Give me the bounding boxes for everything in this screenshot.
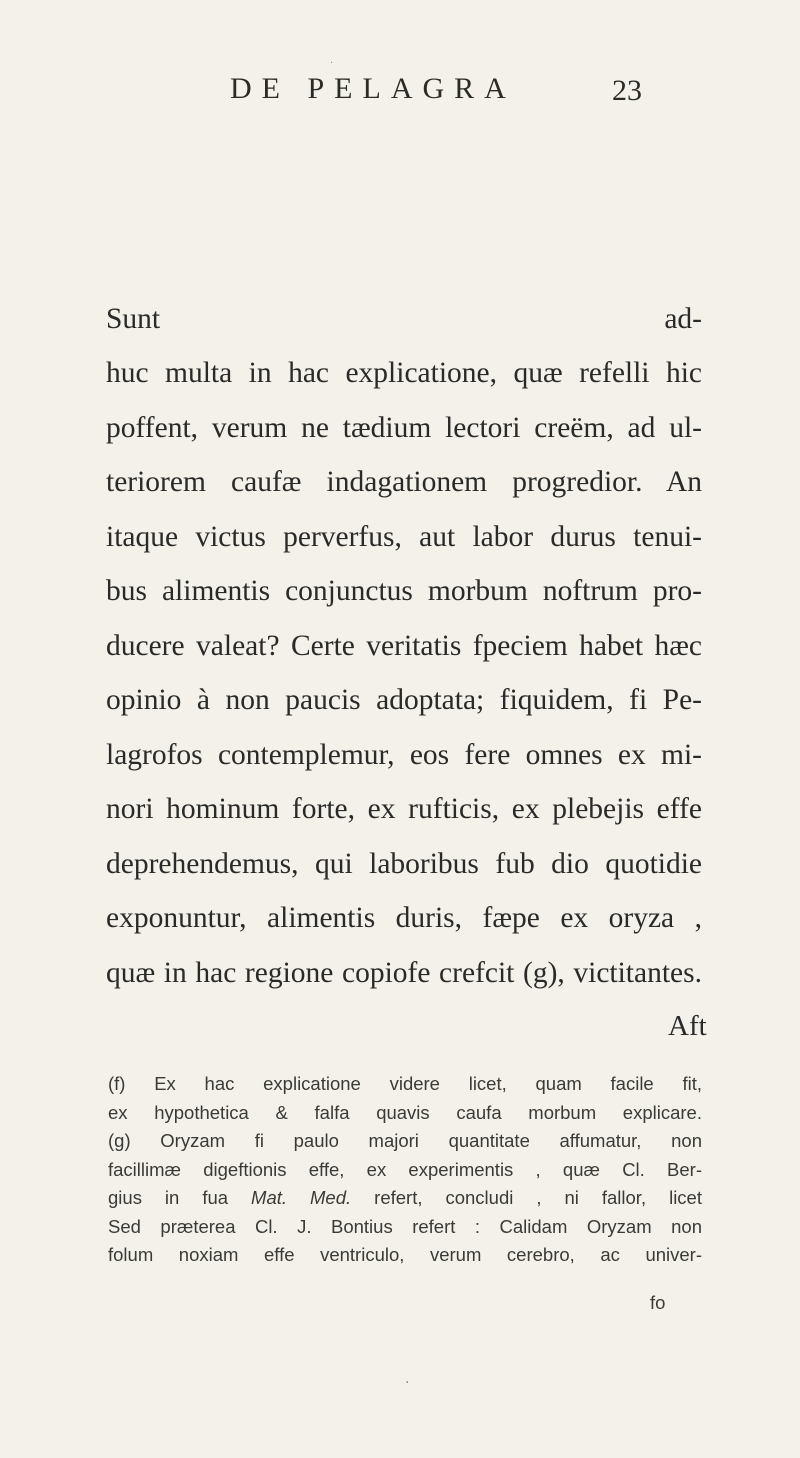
footnote-line: folum noxiam effe ventriculo, verum cerebro, ac univer-	[108, 1244, 702, 1265]
footnote-line: Sed præterea Cl. J. Bontius refert : Calidam Oryzam non	[108, 1215, 702, 1237]
text-line: quæ in hac regione copiofe crefcit (g), victitantes.	[106, 956, 702, 989]
page-header	[0, 72, 800, 112]
catchword: Aft	[668, 1010, 707, 1042]
text-line: ducere valeat? Certe veritatis fpeciem habet hæc	[106, 629, 702, 662]
paper-speck: ·	[405, 1375, 410, 1391]
text-line	[106, 128, 702, 183]
footnote-line: gius in fua Mat. Med. refert, concludi , ni fallor, licet	[108, 1187, 702, 1208]
footnote-line: ex hypothetica & falfa quavis caufa morbum explicare.	[108, 1101, 702, 1123]
text-line: itaque victus perverfus, aut labor durus tenui-	[106, 520, 702, 553]
text-line: exponuntur, alimentis duris, fæpe ex oryza ,	[106, 902, 702, 934]
text-line	[106, 183, 702, 238]
text-line: bus alimentis conjunctus morbum noftrum pro-	[106, 575, 702, 607]
paper-speck: ·	[330, 58, 334, 69]
footnote-line: facillimæ digeftionis effe, ex experimentis , quæ Cl. Ber-	[108, 1158, 702, 1180]
text-line: deprehendemus, qui laboribus fub dio quotidie	[106, 847, 702, 880]
running-title: DE PELAGRA	[230, 72, 516, 105]
footnotes	[108, 1070, 702, 1270]
footnote-line: (f) Ex hac explicatione videre licet, quam facile fit,	[108, 1073, 702, 1094]
text-line: poffent, verum ne tædium lectori creëm, ad ul-	[106, 411, 702, 444]
text-line: opinio à non paucis adoptata; fiquidem, fi Pe-	[106, 684, 702, 716]
text-line: teriorem caufæ indagationem progredior. An	[106, 466, 702, 498]
footnote-catchword: fo	[650, 1292, 666, 1313]
body-text	[106, 128, 702, 1000]
text-line: Sunt ad-	[106, 302, 702, 335]
text-line: huc multa in hac explicatione, quæ refelli hic	[106, 357, 702, 389]
text-line: lagrofos contemplemur, eos fere omnes ex mi-	[106, 738, 702, 771]
text-line: nori hominum forte, ex rufticis, ex plebejis effe	[106, 793, 702, 825]
page-number: 23	[612, 74, 642, 107]
footnote-line: (g) Oryzam fi paulo majori quantitate affumatur, non	[108, 1130, 702, 1151]
text-line	[106, 237, 702, 292]
